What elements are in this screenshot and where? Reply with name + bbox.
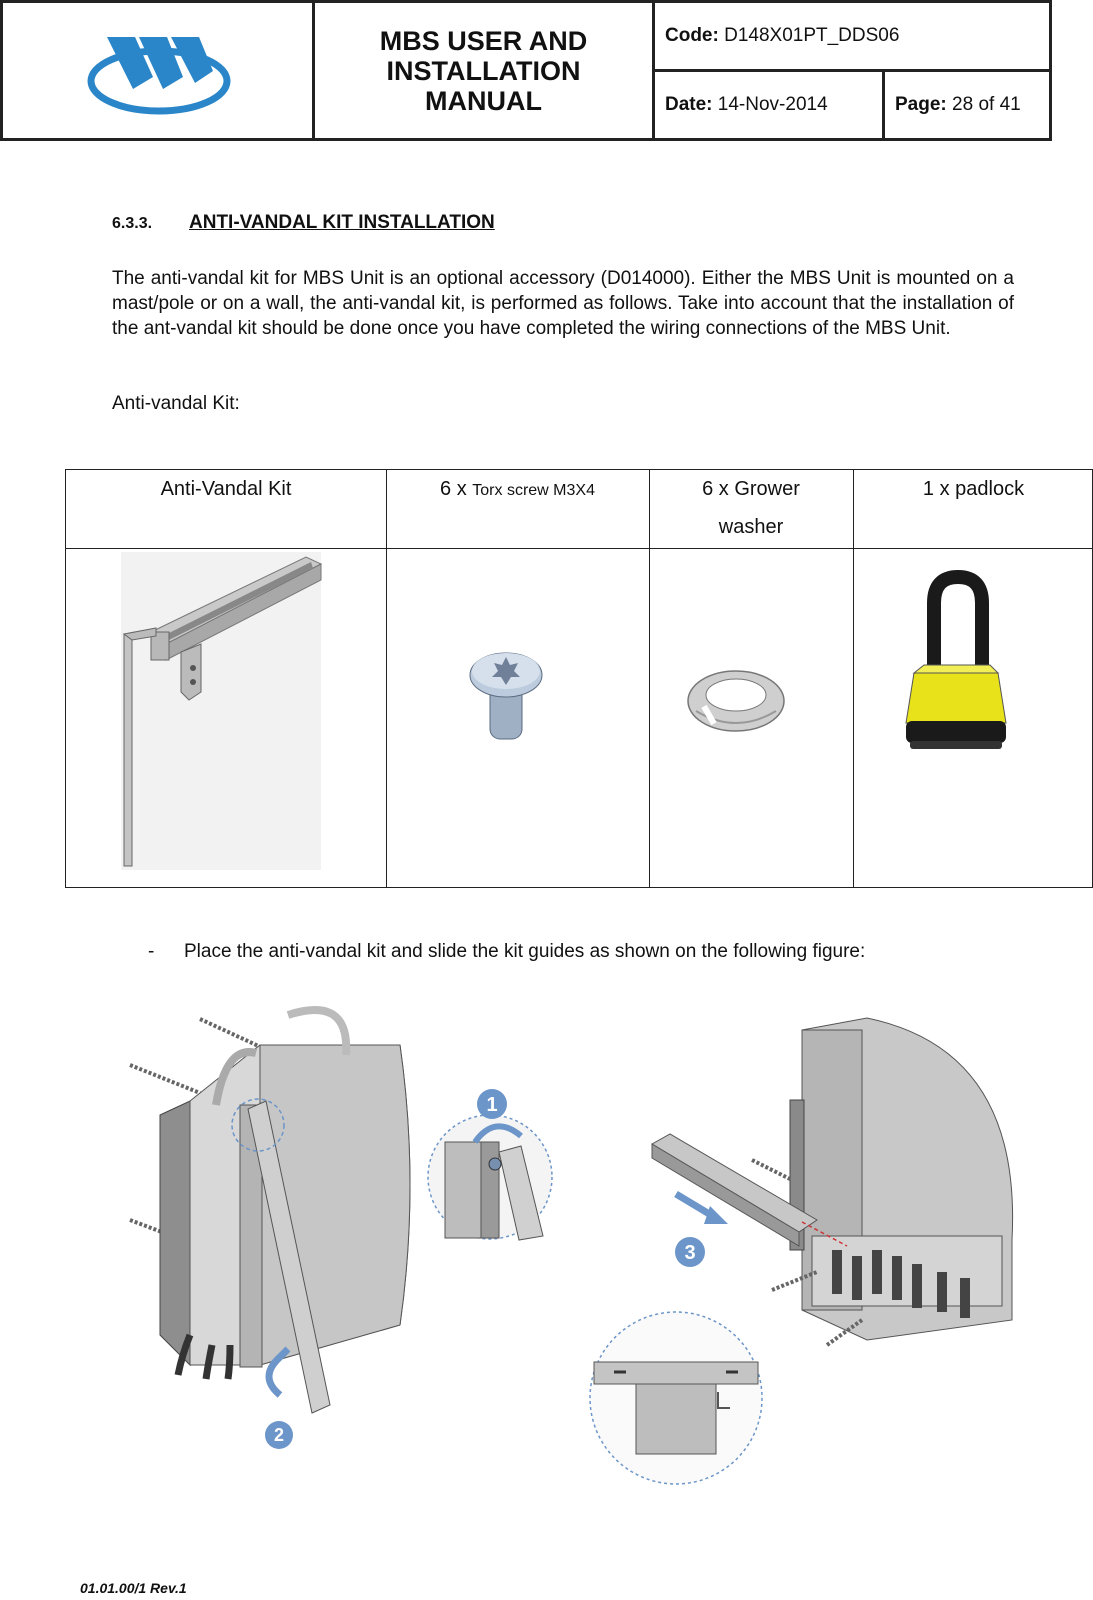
code-value: D148X01PT_DDS06 xyxy=(724,25,900,46)
step-badge-2 xyxy=(264,1420,294,1450)
logo-cell xyxy=(3,3,315,138)
header-anti-vandal-kit: Anti-Vandal Kit xyxy=(160,478,292,500)
page-value: 28 of 41 xyxy=(952,94,1021,115)
code-cell xyxy=(655,3,1049,72)
date-value: 14-Nov-2014 xyxy=(717,94,828,115)
svg-text:2: 2 xyxy=(273,1425,285,1445)
document-header xyxy=(0,0,1052,141)
date-cell xyxy=(655,72,885,138)
table-row-divider xyxy=(66,548,1092,549)
code-label: Code: xyxy=(665,25,719,46)
detail-view-1 xyxy=(425,1112,555,1242)
bullet-dash: - xyxy=(148,941,155,962)
company-logo xyxy=(87,29,237,119)
svg-text:1: 1 xyxy=(486,1094,498,1116)
torx-screw-image xyxy=(466,645,546,745)
grower-washer-image xyxy=(686,665,786,735)
document-title xyxy=(315,3,655,138)
page-cell xyxy=(885,72,1049,138)
page-label: Page: xyxy=(895,94,947,115)
header-grower-washer xyxy=(649,470,853,548)
step-badge-1 xyxy=(476,1088,508,1120)
section-number: 6.3.3. xyxy=(112,215,153,232)
section-title: ANTI-VANDAL KIT INSTALLATION xyxy=(189,212,495,233)
svg-text:3: 3 xyxy=(684,1242,696,1264)
header-torx-screw xyxy=(386,470,649,548)
intro-paragraph: The anti-vandal kit for MBS Unit is an optional accessory (D014000). Either the MBS Unit is mounted on a mast/pole or on a wall, the anti-vandal kit, is performed as follows. Take into account that the installation of the ant-vandal kit should be done once you have completed the wiring connections of the MBS Unit. xyxy=(112,268,1014,339)
screw-quantity: 6 x xyxy=(440,478,473,500)
washer-line-2: washer xyxy=(718,516,784,538)
detail-view-2 xyxy=(586,1308,766,1488)
instruction-bullet xyxy=(148,941,865,963)
footer-revision: 01.01.00/1 Rev.1 xyxy=(80,1580,187,1596)
anti-vandal-kit-image xyxy=(121,552,341,872)
title-line-2: INSTALLATION xyxy=(386,55,581,86)
section-heading xyxy=(112,212,495,234)
parts-table xyxy=(65,469,1093,888)
screw-name: Torx screw M3X4 xyxy=(472,482,595,499)
installation-figure-left xyxy=(130,1005,430,1425)
washer-line-1: 6 x Grower xyxy=(702,478,800,500)
instruction-text: Place the anti-vandal kit and slide the kit guides as shown on the following figure: xyxy=(184,941,866,962)
title-line-1: MBS USER AND xyxy=(379,25,588,56)
padlock-image xyxy=(906,573,1006,753)
date-label: Date: xyxy=(665,94,713,115)
kit-label: Anti-vandal Kit: xyxy=(112,393,240,414)
title-line-3: MANUAL xyxy=(425,85,542,116)
step-badge-3 xyxy=(674,1236,706,1268)
header-padlock: 1 x padlock xyxy=(922,478,1025,500)
